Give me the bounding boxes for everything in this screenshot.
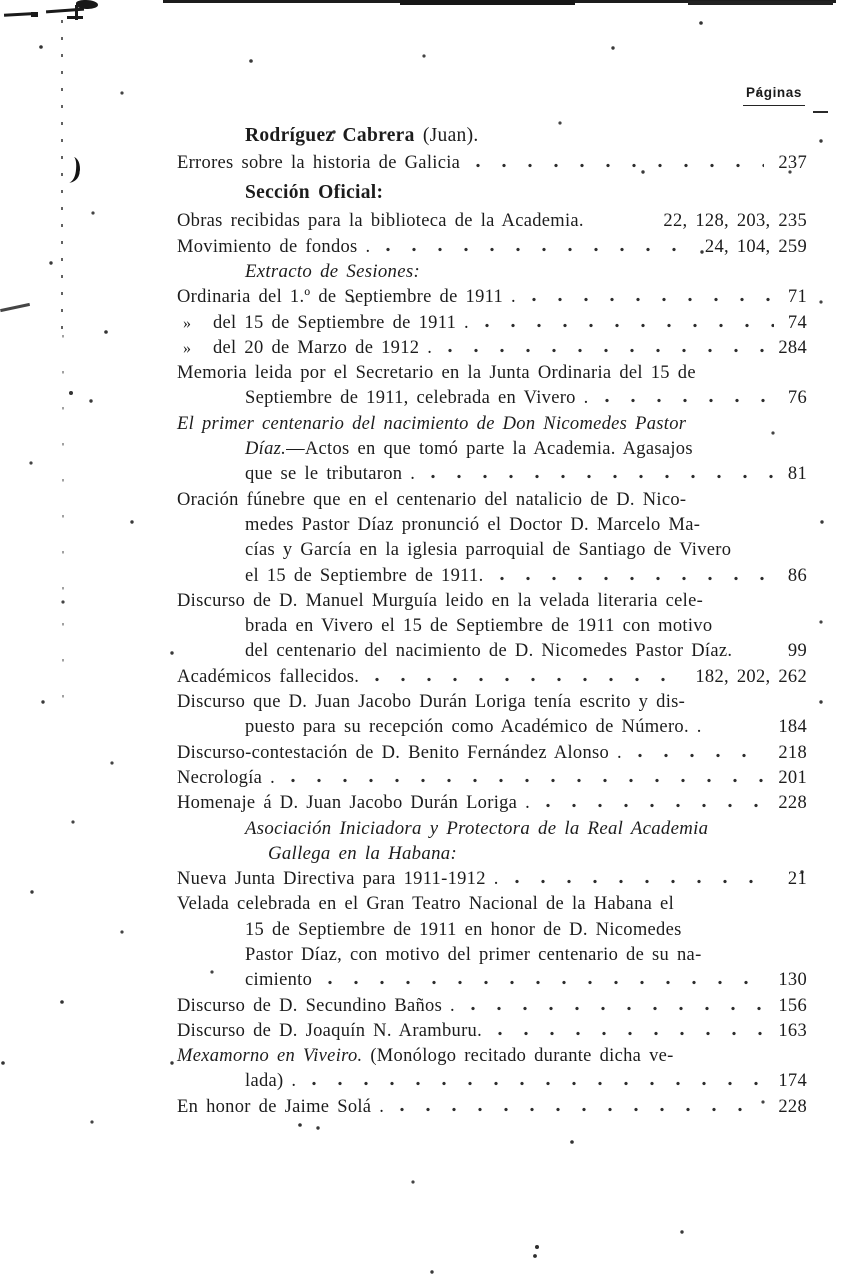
toc-entry-text	[245, 968, 312, 993]
line-filler	[457, 840, 807, 859]
dot-leader	[516, 284, 782, 303]
toc-text-segment: (Monólogo recitado durante dicha ve-	[362, 1046, 674, 1067]
toc-entry-text	[177, 1019, 482, 1044]
scan-artifact-specks	[0, 0, 2, 2]
toc-row	[177, 992, 807, 1017]
toc-entry-text	[177, 791, 530, 816]
dot-leader	[482, 1017, 772, 1036]
toc-row	[177, 1068, 807, 1093]
toc-text-segment: Discurso de D. Manuel Murguía leido en la velada literaria cele-	[177, 590, 704, 611]
toc-entry-text	[245, 513, 700, 538]
toc-row	[177, 537, 807, 562]
toc-text-segment: Necrología .	[177, 767, 276, 788]
ditto-marker: »	[183, 314, 192, 332]
toc-text-segment: Errores sobre la historia de Galicia	[177, 152, 461, 173]
paginas-column-label: Páginas	[743, 85, 805, 106]
toc-entry-text	[177, 867, 499, 892]
page-number: 228	[778, 1096, 807, 1117]
line-filler	[383, 179, 807, 199]
toc-entry-text	[177, 994, 455, 1019]
page-number: 237	[778, 152, 807, 173]
page-number: 76	[787, 388, 807, 409]
toc-text-segment: Extracto de Sesiones:	[245, 261, 421, 283]
toc-entry-text	[268, 841, 457, 866]
toc-entry-text	[245, 259, 420, 284]
toc-entry-text	[177, 665, 359, 690]
toc-text-segment: cías y García en la iglesia parroquial de Santiago de Vivero	[245, 540, 732, 561]
toc-row	[177, 360, 807, 385]
page-number: 284	[778, 337, 807, 358]
toc-row	[177, 284, 807, 309]
line-filler	[686, 410, 807, 429]
toc-text-segment: —Actos en que tomó parte la Academia. Agasajos	[286, 439, 693, 460]
toc-entry-text	[245, 1069, 296, 1094]
toc-text-segment: Mexamorno en Viveiro.	[177, 1046, 363, 1067]
toc-text-segment: del 20 de Marzo de 1912 .	[213, 337, 433, 358]
toc-entry-text	[245, 123, 479, 148]
scan-artifact-squiggle	[46, 8, 84, 13]
line-filler	[686, 486, 807, 505]
page-number: 201	[778, 767, 807, 788]
toc-row	[177, 866, 807, 891]
toc-entry-text	[245, 538, 731, 563]
toc-row	[177, 121, 807, 146]
toc-entry-text	[177, 412, 686, 437]
toc-text-segment: que se le tributaron .	[245, 464, 416, 485]
toc-text-segment: Discurso-contestación de D. Benito Fernández Alonso .	[177, 742, 622, 763]
scan-artifact-squiggle	[31, 12, 38, 17]
toc-entry-text	[245, 715, 702, 740]
dot-leader	[460, 149, 772, 168]
toc-row	[177, 916, 807, 941]
toc-row	[177, 764, 807, 789]
toc-entry-text	[177, 766, 275, 791]
line-filler	[674, 1043, 807, 1062]
scan-artifact-squiggle	[4, 12, 31, 16]
dot-leader	[359, 663, 689, 682]
toc-row	[177, 663, 807, 688]
scan-artifact-top-edge-thick	[400, 0, 575, 5]
toc-entry-text	[177, 361, 696, 386]
line-filler	[702, 942, 807, 961]
toc-entry-text	[177, 209, 584, 234]
toc-text-segment: Nueva Junta Directiva para 1911-1912 .	[177, 869, 499, 890]
line-filler	[420, 258, 807, 277]
dot-leader	[622, 739, 772, 758]
dot-leader	[455, 992, 772, 1011]
page-number: 163	[778, 1020, 807, 1041]
toc-row	[177, 714, 807, 739]
page-header	[743, 84, 805, 106]
toc-text-segment: brada en Vivero el 15 de Septiembre de 1911 con motivo	[245, 616, 713, 637]
toc-text-segment: Díaz.	[245, 439, 287, 460]
toc-row	[177, 334, 807, 359]
toc-text-segment: Velada celebrada en el Gran Teatro Nacional de la Habana el	[177, 894, 675, 915]
toc-entry-text	[213, 311, 469, 336]
toc-text-segment: Rodríguez Cabrera	[245, 124, 423, 146]
page-number: 156	[778, 995, 807, 1016]
dot-leader	[384, 1093, 772, 1112]
line-filler	[708, 815, 807, 834]
toc-row	[177, 511, 807, 536]
toc-text-segment: Memoria leida por el Secretario en la Junta Ordinaria del 15 de	[177, 363, 696, 384]
toc-row	[177, 436, 807, 461]
dot-leader	[275, 764, 772, 783]
toc-row	[177, 942, 807, 967]
page-number: 99	[787, 641, 807, 662]
page-number: 21	[787, 869, 807, 890]
toc-text-segment: Discurso de D. Joaquín N. Aramburu.	[177, 1020, 483, 1041]
toc-text-segment: del 15 de Septiembre de 1911 .	[213, 312, 469, 333]
toc-entry-text	[245, 180, 383, 205]
toc-entry-text	[177, 235, 370, 260]
toc-text-segment: cimiento	[245, 970, 313, 991]
toc-text-segment: del centenario del nacimiento de D. Nicomedes Pastor Díaz.	[245, 641, 733, 662]
toc-row	[177, 613, 807, 638]
line-filler	[693, 436, 807, 455]
toc-entry-text	[177, 488, 686, 513]
page-number: 24, 104, 259	[704, 236, 807, 257]
toc-row	[177, 562, 807, 587]
toc-text-segment: Sección Oficial:	[245, 182, 384, 204]
dot-leader	[484, 562, 782, 581]
toc-text-segment: Discurso de D. Secundino Baños .	[177, 995, 455, 1016]
toc-entry-text	[245, 918, 682, 943]
page-number: 174	[778, 1071, 807, 1092]
toc-text-segment: Oración fúnebre que en el centenario del natalicio de D. Nico-	[177, 489, 687, 510]
scan-artifact-crease-dots	[62, 335, 64, 725]
toc-entry-text	[177, 741, 622, 766]
toc-row	[177, 258, 807, 283]
toc-row	[177, 587, 807, 612]
toc-text-segment: Obras recibidas para la biblioteca de la Academia.	[177, 211, 584, 232]
toc-text-segment: Gallega en la Habana:	[268, 843, 457, 865]
page-number: 130	[778, 970, 807, 991]
toc-text-segment: Septiembre de 1911, celebrada en Vivero .	[245, 388, 589, 409]
line-filler	[696, 360, 807, 379]
scan-artifact-margin-dash	[0, 303, 30, 312]
toc-row	[177, 815, 807, 840]
scan-artifact-hook-mark	[64, 156, 81, 184]
page-number: 74	[787, 312, 807, 333]
dot-leader	[589, 385, 782, 404]
toc-text-segment: En honor de Jaime Solá .	[177, 1096, 385, 1117]
toc-entry-text	[245, 639, 732, 664]
ditto-marker: »	[183, 339, 192, 357]
toc-row	[177, 1093, 807, 1118]
toc-entry-text	[177, 1044, 674, 1069]
dot-leader	[469, 309, 782, 328]
toc-row	[177, 179, 807, 204]
toc-entry-text	[177, 690, 685, 715]
toc-entry-text	[177, 892, 674, 917]
page-number: 86	[787, 565, 807, 586]
toc-entry-text	[245, 943, 702, 968]
toc-entry-text	[177, 1095, 384, 1120]
dot-leader	[296, 1068, 772, 1087]
toc-row	[177, 208, 807, 233]
toc-entry-text	[245, 462, 415, 487]
toc-row	[177, 790, 807, 815]
toc-text-segment: Movimiento de fondos .	[177, 236, 371, 257]
line-filler	[584, 208, 658, 227]
toc-entry-text	[177, 151, 460, 176]
toc-row	[177, 385, 807, 410]
toc-row	[177, 1017, 807, 1042]
toc-text-segment: Asociación Iniciadora y Protectora de la Real Academia	[245, 817, 709, 839]
scan-artifact-crease-dots	[61, 20, 63, 330]
dot-leader	[499, 866, 782, 885]
table-of-contents	[177, 121, 807, 1119]
line-filler	[700, 511, 807, 530]
toc-text-segment: Homenaje á D. Juan Jacobo Durán Loriga .	[177, 793, 531, 814]
line-filler	[732, 638, 782, 657]
line-filler	[479, 121, 807, 141]
toc-entry-text	[245, 437, 693, 462]
line-filler	[731, 537, 807, 556]
toc-row	[177, 233, 807, 258]
toc-row	[177, 689, 807, 714]
page-number: 218	[778, 742, 807, 763]
toc-row	[177, 1043, 807, 1068]
line-filler	[712, 613, 807, 632]
toc-row	[177, 739, 807, 764]
page-number: 228	[778, 793, 807, 814]
toc-row	[177, 149, 807, 174]
line-filler	[703, 587, 807, 606]
line-filler	[682, 916, 807, 935]
line-filler	[685, 689, 807, 708]
toc-entry-text	[213, 336, 432, 361]
toc-text-segment: Pastor Díaz, con motivo del primer centenario de su na-	[245, 945, 702, 965]
scan-artifact-header-dash	[813, 111, 828, 113]
dot-leader	[370, 233, 698, 252]
toc-row	[177, 891, 807, 916]
toc-entry-text	[245, 564, 484, 589]
page-number: 182, 202, 262	[695, 666, 807, 687]
dot-leader	[530, 790, 772, 809]
scan-artifact-top-edge-thick	[688, 1, 833, 5]
toc-text-segment: El primer centenario del nacimiento de Don Nicomedes Pastor	[177, 413, 687, 434]
toc-row	[177, 461, 807, 486]
toc-row	[177, 486, 807, 511]
toc-row	[177, 840, 807, 865]
toc-text-segment: medes Pastor Díaz pronunció el Doctor D. Marcelo Ma-	[245, 514, 701, 535]
toc-text-segment: 15 de Septiembre de 1911 en honor de D. Nicomedes	[245, 919, 682, 940]
toc-row	[177, 638, 807, 663]
toc-row	[177, 309, 807, 334]
toc-text-segment: Discurso que D. Juan Jacobo Durán Loriga tenía escrito y dis-	[177, 692, 686, 713]
toc-text-segment: puesto para su recepción como Académico de Número. .	[245, 717, 702, 738]
dot-leader	[312, 967, 772, 986]
toc-row	[177, 967, 807, 992]
page-number: 22, 128, 203, 235	[663, 211, 807, 232]
toc-row	[177, 410, 807, 435]
toc-text-segment: lada) .	[245, 1071, 297, 1092]
toc-entry-text	[245, 614, 712, 639]
page-number: 81	[787, 464, 807, 485]
toc-text-segment: Académicos fallecidos.	[177, 666, 360, 687]
scan-artifact-squiggle	[67, 16, 83, 19]
toc-text-segment: el 15 de Septiembre de 1911.	[245, 565, 484, 586]
toc-text-segment: Ordinaria del 1.º de Septiembre de 1911 .	[177, 287, 516, 308]
toc-entry-text	[177, 285, 516, 310]
page-number: 184	[778, 717, 807, 738]
dot-leader	[415, 461, 782, 480]
toc-entry-text	[245, 386, 589, 411]
line-filler	[702, 714, 773, 733]
page-number: 71	[787, 287, 807, 308]
toc-text-segment: (Juan).	[422, 124, 479, 146]
line-filler	[674, 891, 807, 910]
toc-entry-text	[245, 816, 708, 841]
toc-entry-text	[177, 589, 703, 614]
dot-leader	[432, 334, 772, 353]
